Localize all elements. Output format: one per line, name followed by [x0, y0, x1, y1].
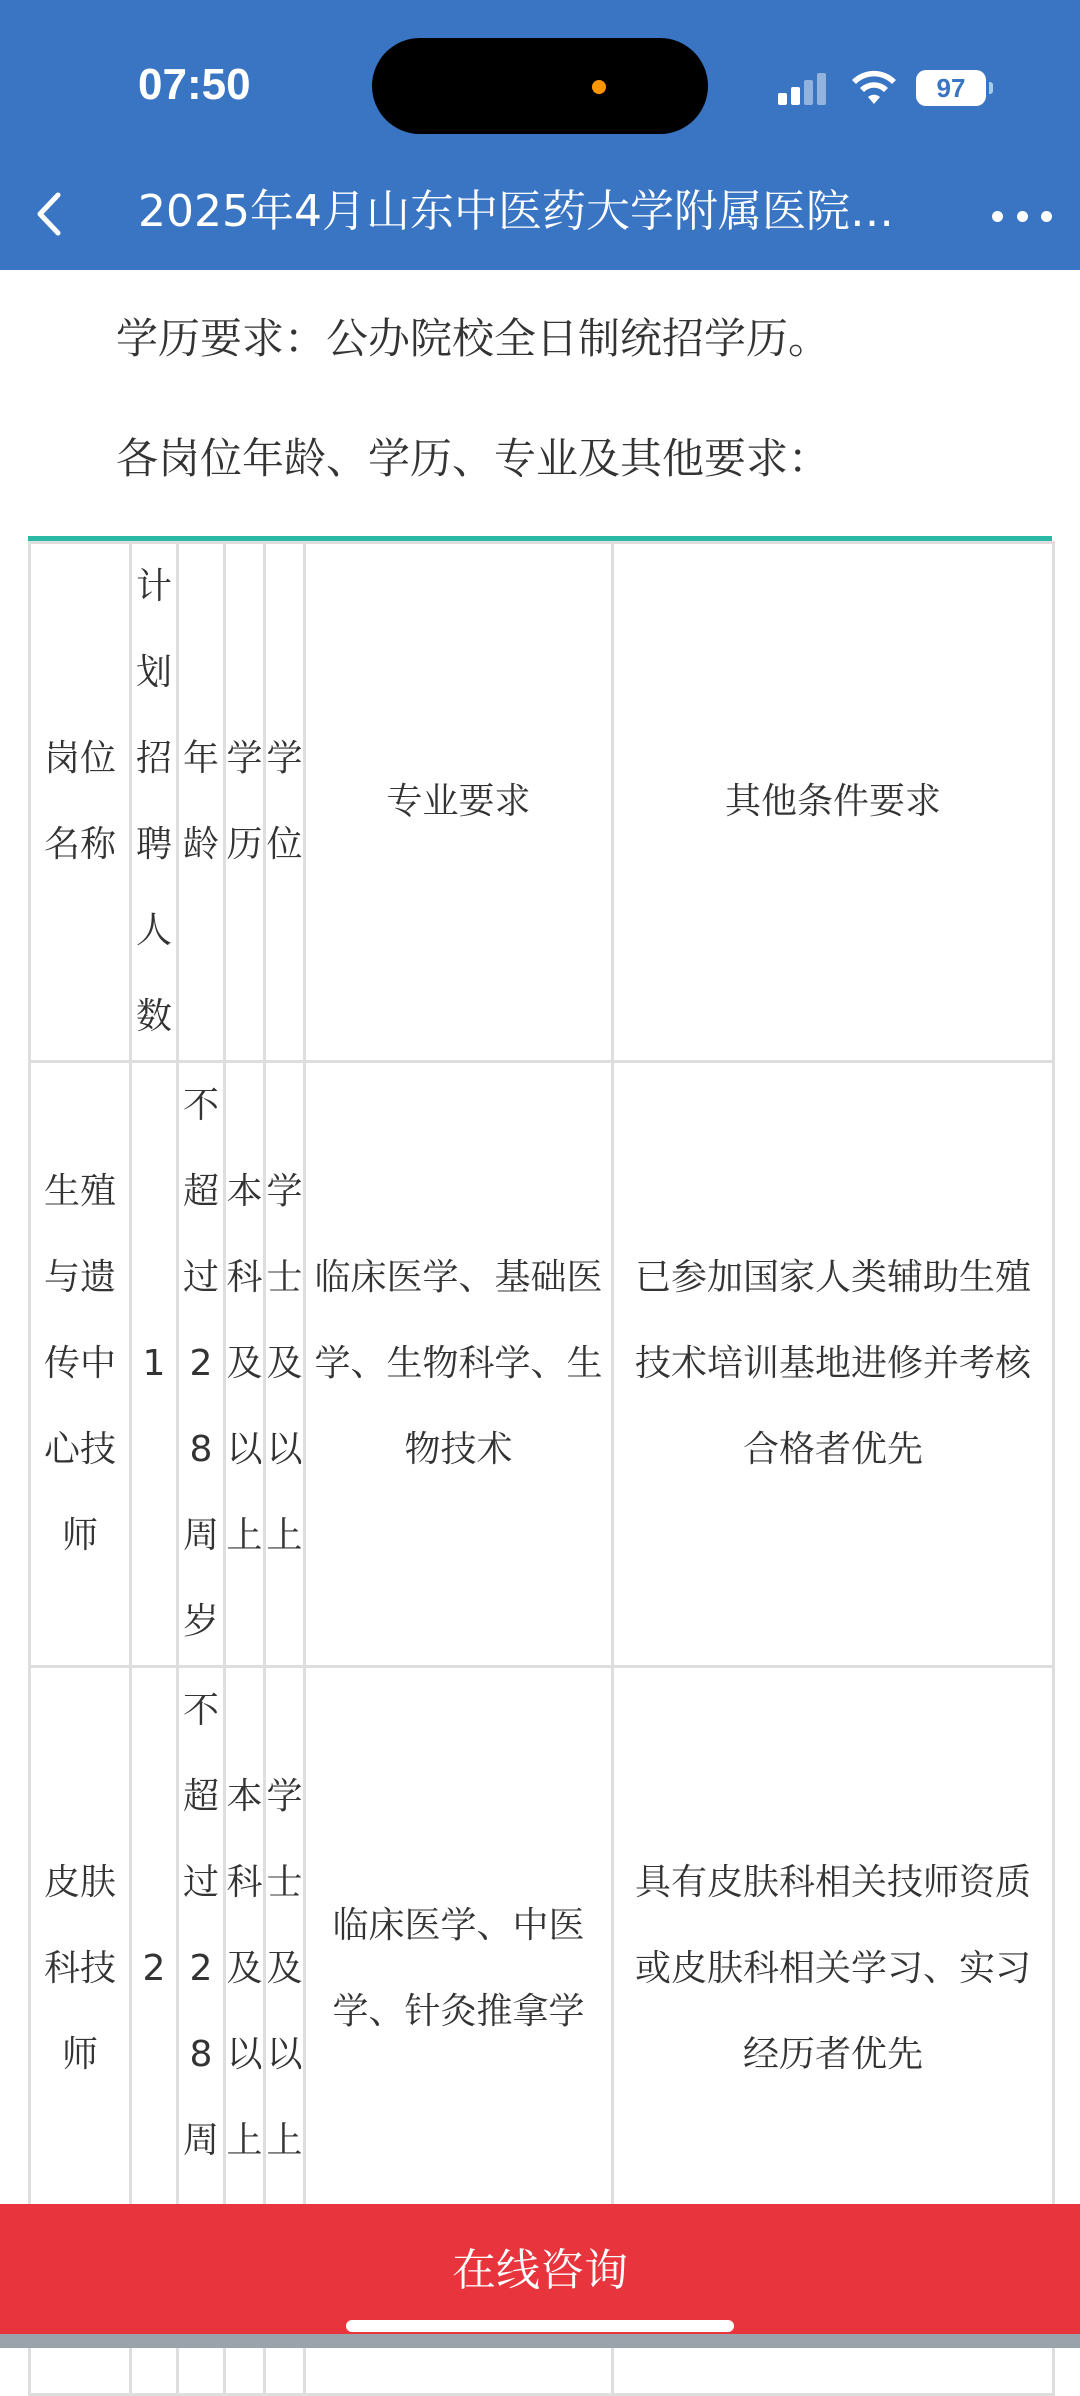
- more-dot-icon: [1041, 211, 1052, 222]
- cell-degree: 学士及以上: [265, 1062, 305, 1667]
- wifi-icon: [850, 70, 898, 106]
- cell-other: 具有皮肤科相关技师资质或皮肤科相关学习、实习经历者优先: [613, 1667, 1054, 2272]
- cell-other: 已参加国家人类辅助生殖技术培训基地进修并考核合格者优先: [613, 1062, 1054, 1667]
- cell-degree: 学士及以上: [265, 1667, 305, 2272]
- back-button[interactable]: [18, 184, 78, 244]
- status-icons: [778, 66, 986, 110]
- cell-education: 本科及以上: [225, 1667, 265, 2272]
- header-age: 年龄: [178, 543, 225, 1062]
- status-time: 07:50: [138, 60, 251, 109]
- indicator-dot: [592, 80, 606, 94]
- header-position-name: 岗位名称: [30, 543, 131, 1062]
- header-other-requirement: 其他条件要求: [613, 543, 1054, 1062]
- battery-icon: 97: [916, 70, 986, 106]
- education-requirement-text: 学历要求：公办院校全日制统招学历。: [116, 314, 831, 363]
- app-header: [0, 0, 1080, 270]
- cell-education: 本科及以上: [225, 1062, 265, 1667]
- cell-major: 临床医学、基础医学、生物科学、生物技术: [305, 1062, 613, 1667]
- cellular-signal-icon: [778, 71, 832, 105]
- more-dot-icon: [1017, 211, 1028, 222]
- home-indicator[interactable]: [346, 2320, 734, 2332]
- header-education: 学历: [225, 543, 265, 1062]
- header-major-requirement: 专业要求: [305, 543, 613, 1062]
- cell-position-name: 生殖与遗传中心技师: [30, 1062, 131, 1667]
- cell-major: 临床医学、中医学、针灸推拿学: [305, 1667, 613, 2272]
- cell-age: 不超过28周: [178, 1667, 225, 2272]
- requirements-intro-text: 各岗位年龄、学历、专业及其他要求：: [116, 434, 831, 483]
- cell-age: 不超过28周岁: [178, 1062, 225, 1667]
- chevron-left-icon: [34, 191, 62, 237]
- header-planned-headcount: 计划招聘人数: [131, 543, 178, 1062]
- cell-headcount: 1: [131, 1062, 178, 1667]
- table-row: [30, 1062, 1054, 1667]
- header-degree: 学位: [265, 543, 305, 1062]
- job-requirements-table: [28, 536, 1052, 2396]
- table-row: [30, 1667, 1054, 2272]
- cell-headcount: 2: [131, 1667, 178, 2272]
- cell-position-name: 皮肤科技师: [30, 1667, 131, 2272]
- table-header-row: [30, 543, 1054, 1062]
- page-title: 2025年4月山东中医药大学附属医院…: [138, 186, 894, 237]
- bottom-edge: [0, 2334, 1080, 2348]
- dynamic-island: [372, 38, 708, 134]
- more-dot-icon: [992, 211, 1003, 222]
- more-options-button[interactable]: [992, 196, 1052, 236]
- bottom-action-bar: [0, 2204, 1080, 2348]
- online-consult-button[interactable]: 在线咨询: [452, 2245, 628, 2296]
